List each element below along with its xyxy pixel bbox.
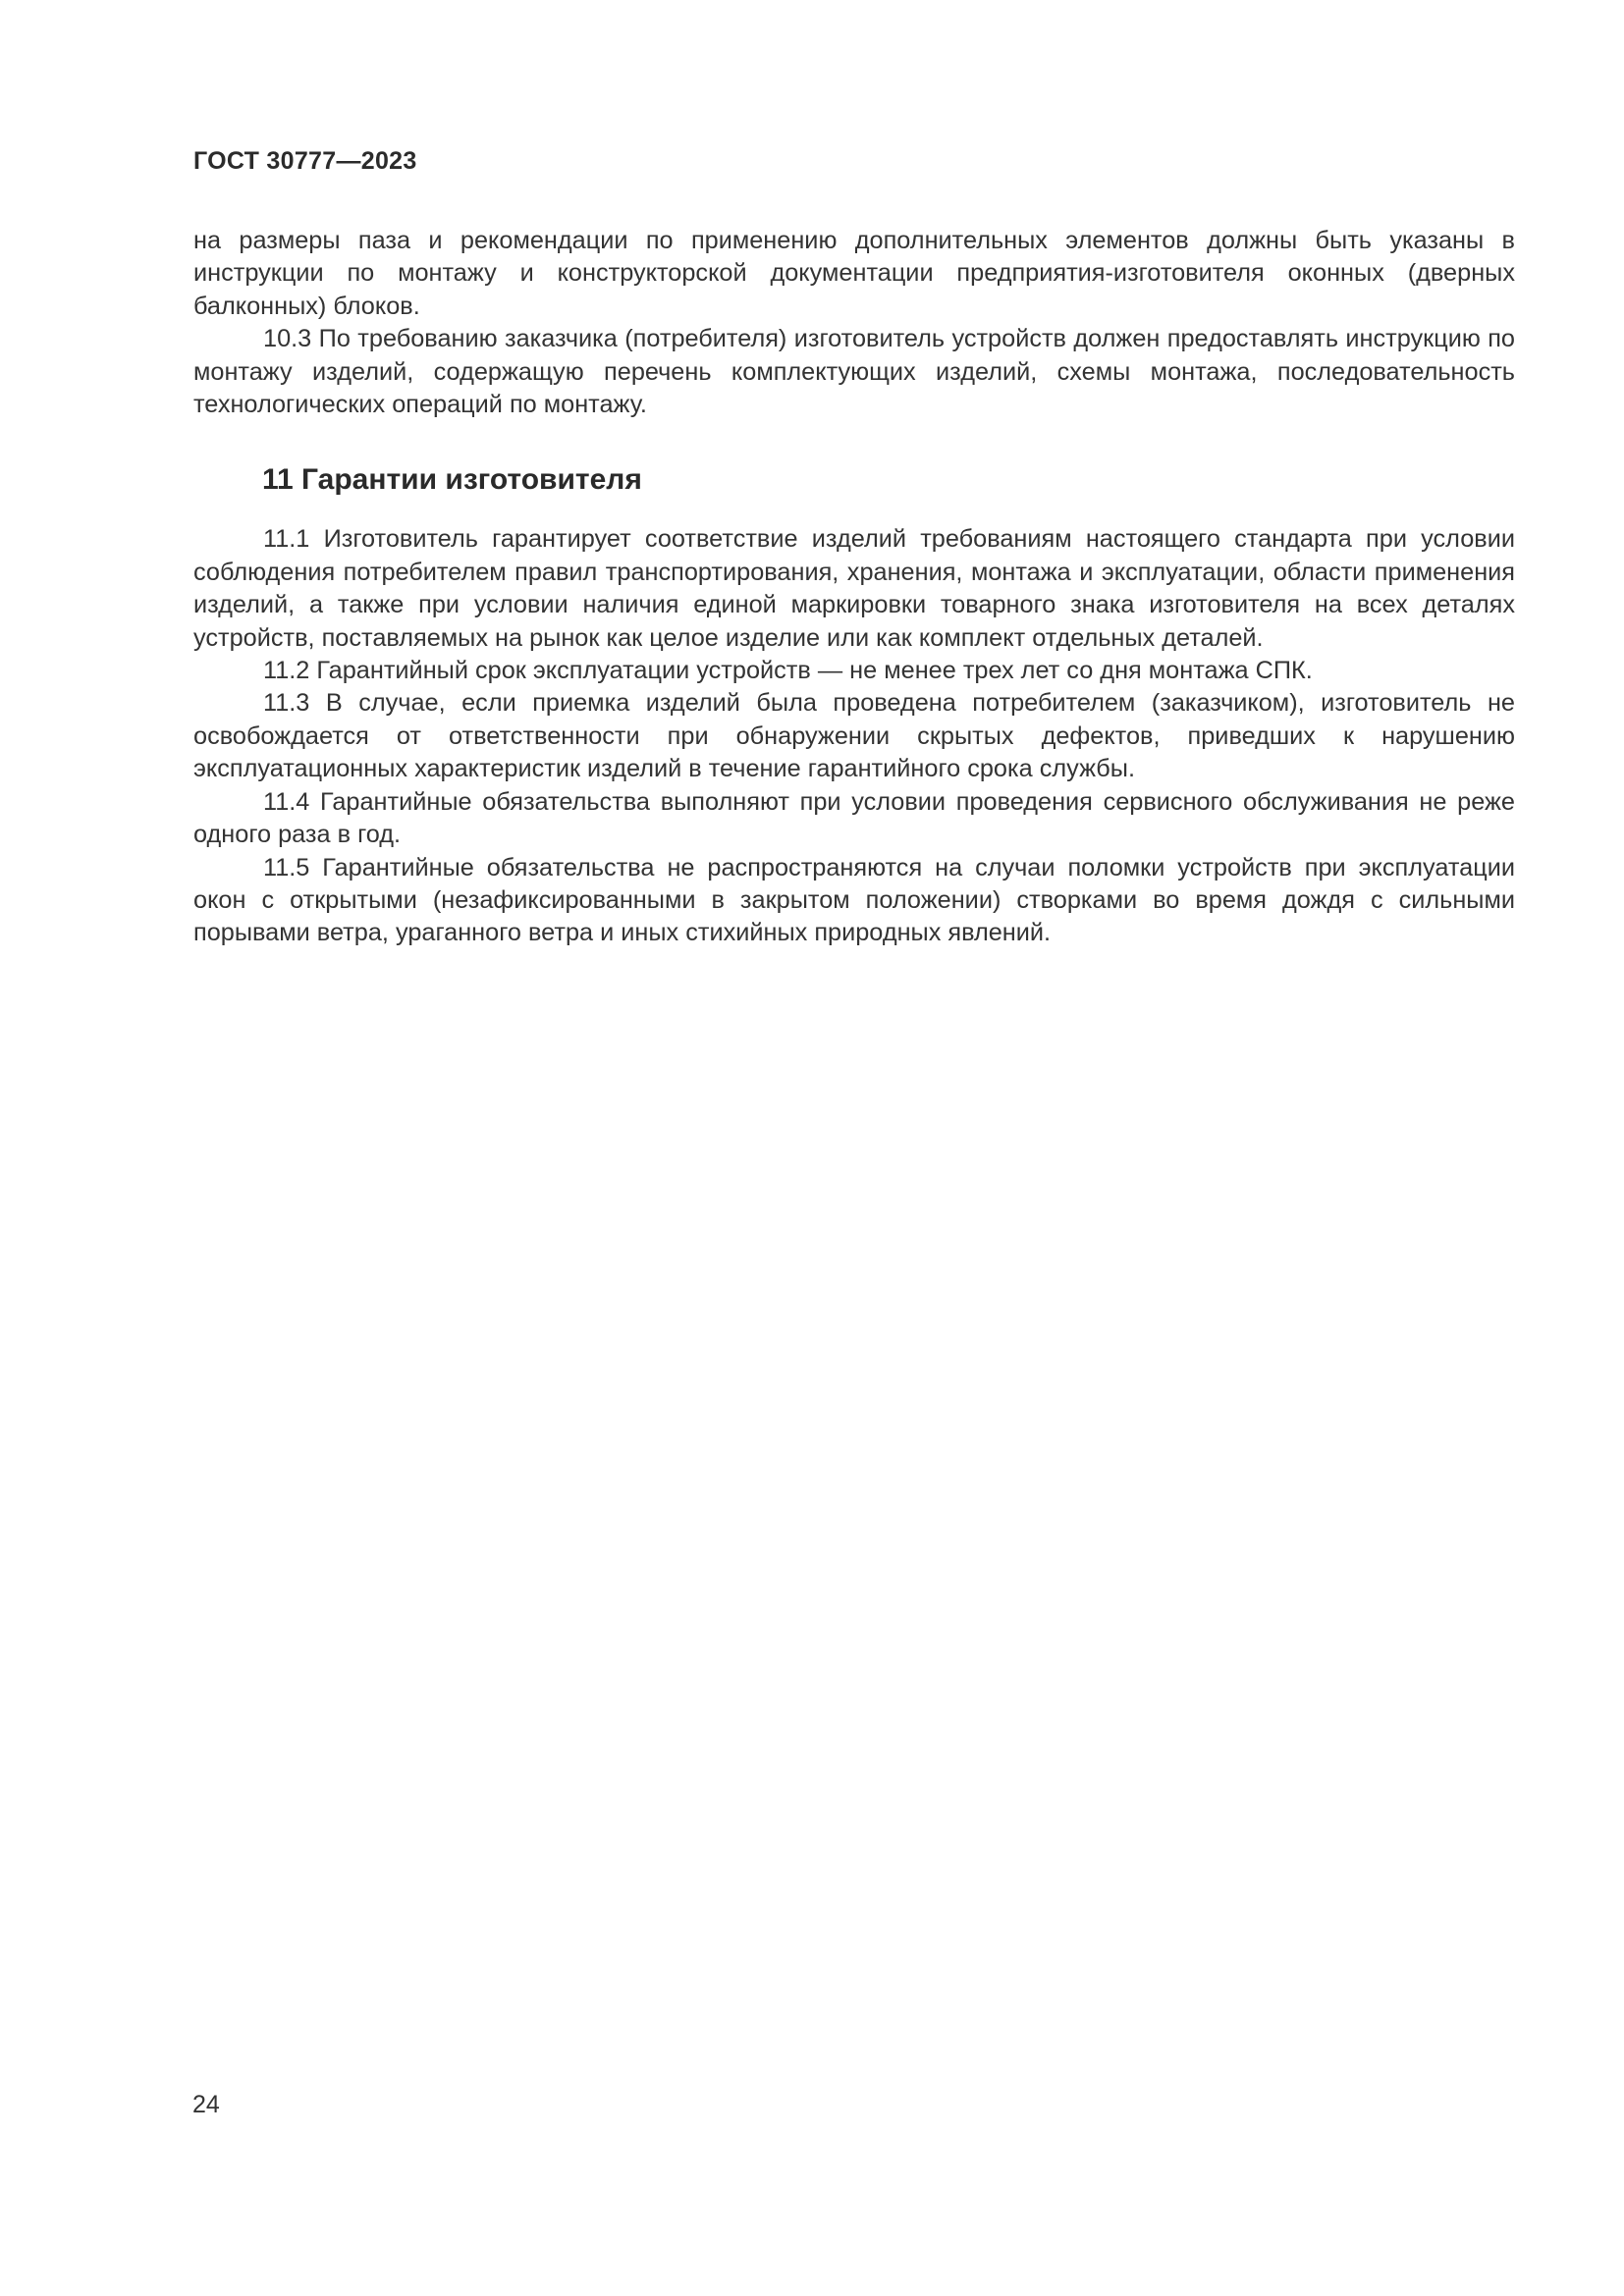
document-body [193, 225, 1515, 950]
paragraph-10-3: 10.3 По требованию заказчика (потребителя) изготовитель устройств должен предоставлять инструкцию по монтажу изделий, содержащую перечень комплектующих изделий, схемы монтажа, последовательность технологических операций по монтажу. [193, 325, 1515, 419]
paragraph-continuation: на размеры паза и рекомендации по применению дополнительных элементов должны быть указаны в инструкции по монтажу и конструкторской документации предприятия-изготовителя оконных (дверных балконных) блоков. [193, 227, 1515, 320]
section-heading-11: 11 Гарантии изготовителя [262, 463, 642, 497]
paragraph-11-2: 11.2 Гарантийный срок эксплуатации устройств — не менее трех лет со дня монтажа СПК. [263, 657, 1313, 685]
paragraph-11-1: 11.1 Изготовитель гарантирует соответствие изделий требованиям настоящего стандарта при условии соблюдения потребителем правил транспортирования, хранения, монтажа и эксплуатации, области применения изделий, а также при условии наличия единой маркировки товарного знака изготовителя на всех деталях устройств, поставляемых на рынок как целое изделие или как комплект отдельных деталей. [193, 525, 1515, 652]
document-code-header: ГОСТ 30777—2023 [193, 147, 417, 175]
page-number: 24 [192, 2091, 220, 2118]
paragraph-11-5: 11.5 Гарантийные обязательства не распространяются на случаи поломки устройств при эксплуатации окон с открытыми (незафиксированными в закрытом положении) створками во время дождя с сильными порывами ветра, ураганного ветра и иных стихийных природных явлений. [193, 853, 1515, 947]
paragraph-11-4: 11.4 Гарантийные обязательства выполняют при условии проведения сервисного обслуживания не реже одного раза в год. [193, 787, 1515, 849]
paragraph-11-3: 11.3 В случае, если приемка изделий была проведена потребителем (заказчиком), изготовитель не освобождается от ответственности при обнаружении скрытых дефектов, приведших к нарушению эксплуатационных характеристик изделий в течение гарантийного срока службы. [193, 689, 1515, 783]
